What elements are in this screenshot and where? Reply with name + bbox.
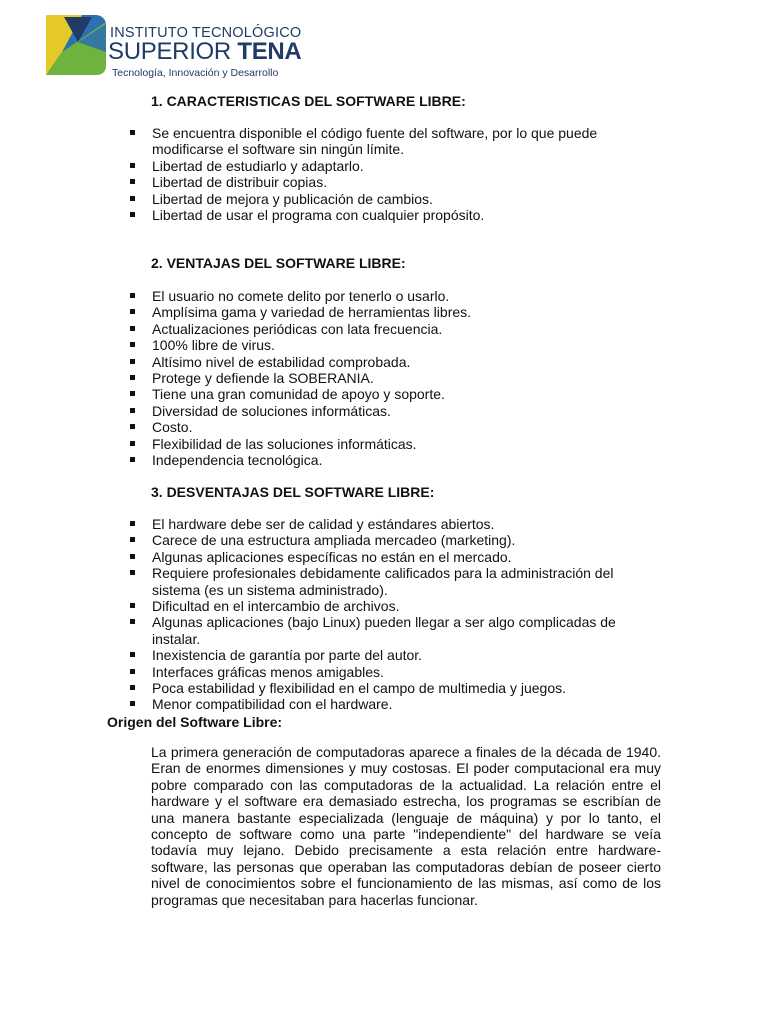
institute-slogan: Tecnología, Innovación y Desarrollo xyxy=(112,67,279,79)
list-item: Inexistencia de garantía por parte del autor. xyxy=(0,647,662,663)
list-item: El hardware debe ser de calidad y estándares abiertos. xyxy=(0,516,662,532)
list-item: Menor compatibilidad con el hardware. xyxy=(0,696,662,712)
list-item: Se encuentra disponible el código fuente del software, por lo que puede modificarse el software sin ningún límite. xyxy=(0,125,662,158)
list-item: Dificultad en el intercambio de archivos. xyxy=(0,598,662,614)
list-item: Libertad de distribuir copias. xyxy=(0,174,662,190)
section-title-desventajas: 3. DESVENTAJAS DEL SOFTWARE LIBRE: xyxy=(151,484,435,500)
list-desventajas xyxy=(0,516,662,713)
list-item: Libertad de estudiarlo y adaptarlo. xyxy=(0,158,662,174)
section-title-ventajas: 2. VENTAJAS DEL SOFTWARE LIBRE: xyxy=(151,255,406,271)
list-item: Poca estabilidad y flexibilidad en el campo de multimedia y juegos. xyxy=(0,680,662,696)
list-item: Algunas aplicaciones específicas no están en el mercado. xyxy=(0,549,662,565)
institute-name-superior: SUPERIOR xyxy=(108,38,238,65)
list-item: Flexibilidad de las soluciones informáticas. xyxy=(0,436,662,452)
list-item: Actualizaciones periódicas con lata frecuencia. xyxy=(0,321,662,337)
list-item: Diversidad de soluciones informáticas. xyxy=(0,403,662,419)
list-item: Algunas aplicaciones (bajo Linux) pueden llegar a ser algo complicadas de instalar. xyxy=(0,614,662,647)
institute-logo-icon xyxy=(44,12,108,78)
list-item: Altísimo nivel de estabilidad comprobada. xyxy=(0,354,662,370)
list-item: El usuario no comete delito por tenerlo o usarlo. xyxy=(0,288,662,304)
institute-name-line2 xyxy=(108,38,301,66)
list-ventajas xyxy=(0,288,662,468)
list-item: Carece de una estructura ampliada mercadeo (marketing). xyxy=(0,532,662,548)
list-item: Independencia tecnológica. xyxy=(0,452,662,468)
section-title-caracteristicas: 1. CARACTERISTICAS DEL SOFTWARE LIBRE: xyxy=(151,93,466,109)
list-item: 100% libre de virus. xyxy=(0,337,662,353)
list-item: Tiene una gran comunidad de apoyo y soporte. xyxy=(0,386,662,402)
list-item: Libertad de mejora y publicación de cambios. xyxy=(0,191,662,207)
list-item: Interfaces gráficas menos amigables. xyxy=(0,664,662,680)
origin-paragraph: La primera generación de computadoras aparece a finales de la década de 1940. Eran de enormes dimensiones y muy costosas. El poder computacional era muy pobre comparado con las computadoras de la actualidad. La relación entre el hardware y el software era demasiado estrecha, los programas se escribían de una manera bastante especializada (lenguaje de máquina) y por lo tanto, el concepto de software como una parte "independiente" del hardware se veía todavía muy lejano. Debido precisamente a esta relación entre hardware-software, las personas que operaban las computadoras debían de poseer cierto nivel de conocimientos sobre el funcionamiento de las mismas, así como de los programas que necesitaban para hacerlas funcionar. xyxy=(151,744,661,908)
institute-name-tena: TENA xyxy=(237,38,302,65)
institute-name-line1: INSTITUTO TECNOLÓGICO xyxy=(110,25,302,41)
institution-header xyxy=(44,12,304,82)
list-item: Protege y defiende la SOBERANIA. xyxy=(0,370,662,386)
list-caracteristicas xyxy=(0,125,662,223)
origin-heading: Origen del Software Libre: xyxy=(107,714,283,730)
list-item: Amplísima gama y variedad de herramientas libres. xyxy=(0,304,662,320)
list-item: Libertad de usar el programa con cualquier propósito. xyxy=(0,207,662,223)
list-item: Requiere profesionales debidamente calificados para la administración del sistema (es un sistema administrado). xyxy=(0,565,662,598)
list-item: Costo. xyxy=(0,419,662,435)
